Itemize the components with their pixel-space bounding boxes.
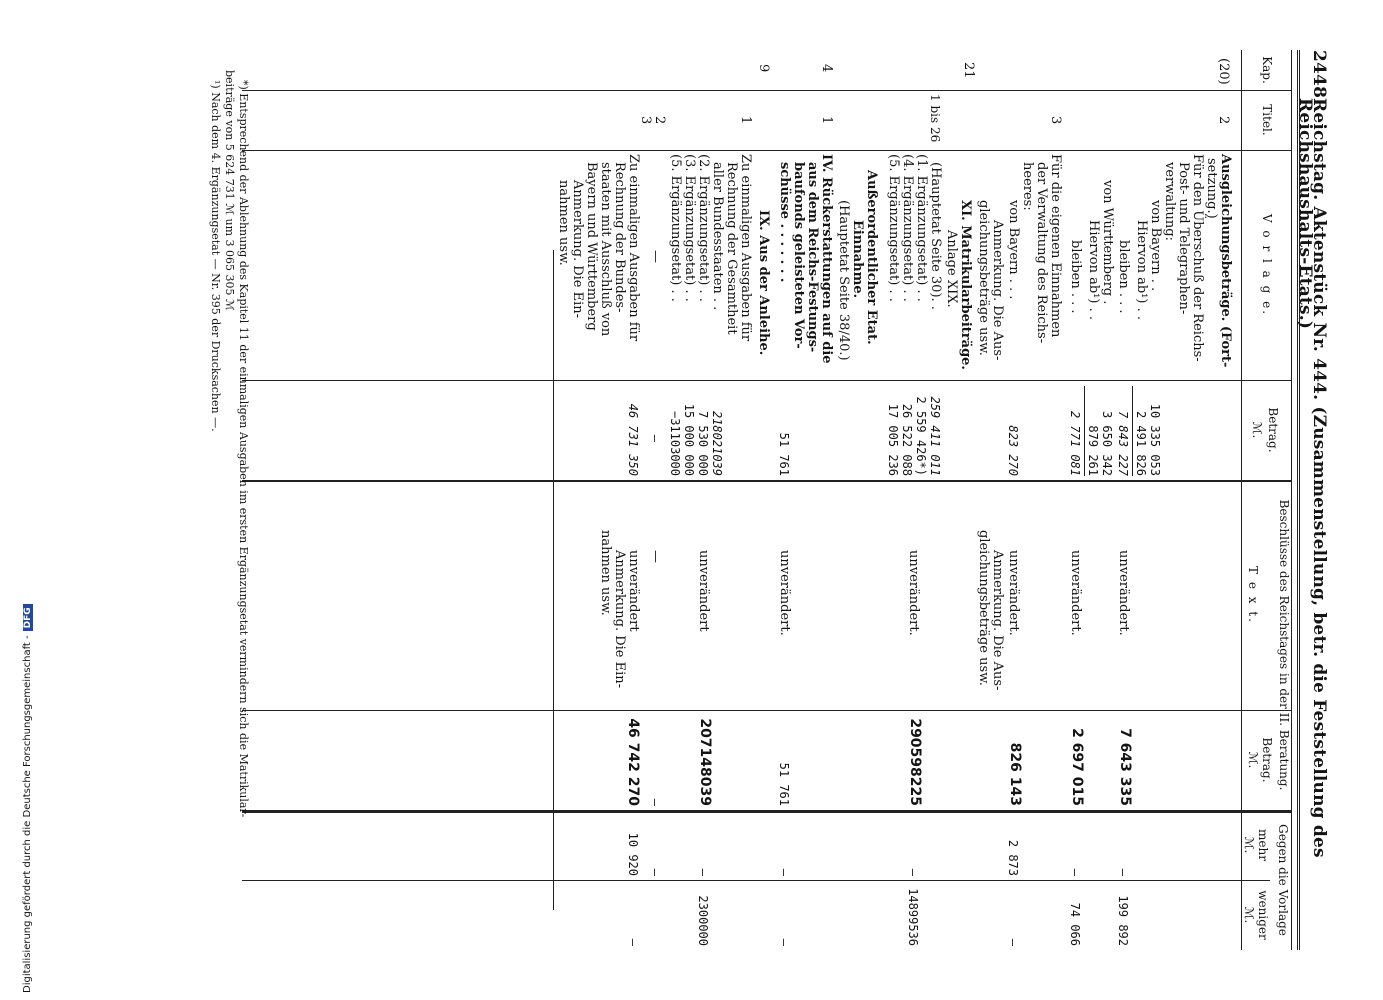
- digitization-credit: [22, 573, 38, 993]
- table-bottom-rule: [553, 250, 554, 910]
- ueberschuss-1: Für den Überschuß der Reichs-: [1190, 154, 1205, 362]
- einm2-5: Anmerkung. Die Ein-: [570, 180, 585, 319]
- erg5b-label: (5. Ergänzungsetat) . .: [668, 154, 683, 302]
- page-header: [1297, 50, 1330, 950]
- hiervon-1-label: Hiervon ab¹) . .: [1134, 220, 1149, 320]
- r-dash-mid-mehr: —: [648, 868, 662, 876]
- erg1-label: (1. Ergänzungsetat) . .: [914, 154, 929, 302]
- col-head-mehr: mehr: [1256, 829, 1270, 861]
- col-rule-text: [242, 710, 1292, 711]
- col-head-beschluesse: Beschlüsse des Reichstages in der II. Beratung.: [1277, 499, 1291, 791]
- r4-mehr: —: [906, 868, 920, 876]
- erg2-value: 7 530 000: [696, 410, 710, 476]
- r4-weniger: 14899536: [906, 888, 920, 946]
- r7-text-1: unverändert: [626, 550, 641, 632]
- r-dash-mid-text: —: [648, 550, 663, 563]
- col-head-titel: Titel.: [1260, 104, 1274, 136]
- bayern-label: von Bayern . .: [1148, 200, 1163, 292]
- kap-4: 4: [819, 64, 834, 73]
- col-head-betrag2: Betrag.: [1260, 737, 1274, 783]
- r2-text: unverändert.: [1068, 550, 1083, 636]
- col-rule-vorlage: [242, 380, 1292, 381]
- eigen-1: Für die eigenen Einnahmen: [1048, 154, 1063, 338]
- einm2-6: nahmen usw.: [556, 180, 571, 266]
- r5-betrag: 51 761: [777, 762, 791, 806]
- r1-betrag: 7 643 335: [1117, 728, 1133, 806]
- col-rule-kap: [242, 90, 1292, 91]
- table-top-rule: [1291, 50, 1292, 950]
- r4-text: unverändert.: [906, 550, 921, 636]
- r6-betrag: 207148039: [697, 718, 713, 806]
- r1-weniger: 199 892: [1116, 895, 1130, 946]
- eigen-2: der Verwaltung des Reichs-: [1034, 162, 1049, 344]
- rueck-2: aus dem Reichs-Festungs-: [805, 162, 820, 353]
- r3-anm-2: gleichungsbeträge usw.: [976, 530, 991, 686]
- col-rule-titel: [242, 150, 1292, 151]
- r3-anm-1: Anmerkung. Die Aus-: [990, 550, 1005, 691]
- col-rule-mehr: [242, 880, 1270, 881]
- rotated-document-page: [180, 50, 1330, 950]
- eigen-bayern-value: 823 270: [1006, 425, 1020, 476]
- kap-21: 21: [961, 62, 976, 79]
- page-number: 2448: [1309, 50, 1329, 99]
- einm-1: Zu einmaligen Ausgaben für: [738, 154, 753, 342]
- dash-a: —: [648, 250, 663, 263]
- ueberschuss-3: verwaltung:: [1162, 162, 1177, 241]
- r5-mehr: —: [777, 868, 791, 876]
- page-title: Reichstag. Aktenstück Nr. 444. (Zusammenstellung, betr. die Feststellung des Reichshaushalts-Etats.): [1295, 98, 1329, 858]
- bayern-value: 10 335 053: [1148, 403, 1162, 476]
- matr-heading: XI. Matrikularbeiträge.: [958, 200, 973, 370]
- rueck-4: schüsse . . . . . . .: [777, 162, 792, 283]
- hiervon-2-value: 879 261: [1086, 425, 1100, 476]
- haupt-30-value: 259 411 011: [928, 396, 942, 476]
- einm2-1: Zu einmaligen Ausgaben für: [626, 154, 641, 342]
- r3-betrag: 826 143: [1007, 742, 1023, 806]
- einm2-4: Bayern und Württemberg: [584, 162, 599, 331]
- col-head-betrag-unit: ℳ.: [1250, 421, 1264, 439]
- col-head-text: T e x t.: [1246, 566, 1260, 624]
- footnote-1b: beiträge von 5 624 731 ℳ um 3 065 305 ℳ: [223, 70, 236, 311]
- eigen-3: heeres:: [1020, 162, 1035, 211]
- col-head-weniger-unit: ℳ.: [1242, 906, 1256, 924]
- erg1-value: 2 559 426*): [914, 396, 928, 476]
- sum-rule-1: [1132, 386, 1133, 476]
- r2-betrag: 2 697 015: [1069, 728, 1085, 806]
- col-head-mehr-unit: ℳ.: [1242, 836, 1256, 854]
- einm2-3: staaten mit Ausschluß von: [598, 162, 613, 337]
- col-head-betrag2-unit: ℳ.: [1246, 751, 1260, 769]
- hiervon-1-value: 2 491 826: [1134, 410, 1148, 476]
- einm2-2: Rechnung der Bundes-: [612, 162, 627, 313]
- einm-value: 218021039: [710, 410, 724, 476]
- matr-anlage: Anlage XIX.: [944, 230, 959, 308]
- anm-1: Anmerkung. Die Aus-: [990, 220, 1005, 361]
- titel-3b: 3: [638, 116, 653, 125]
- r7-betrag: 46 742 270: [625, 718, 641, 806]
- bleiben-2-value: 2 771 081: [1068, 410, 1082, 476]
- credit-text: Digitalisierung gefördert durch die Deutsche Forschungsgemeinschaft -: [22, 635, 33, 993]
- ausgleich-heading-2: setzung.): [1204, 158, 1219, 219]
- eigen-bayern-label: von Bayern . . .: [1006, 200, 1021, 300]
- ao-einnahme: Einnahme.: [850, 220, 865, 299]
- col-rule-betrag: [242, 480, 1292, 482]
- r5-text: unverändert.: [777, 550, 792, 636]
- anm-2: gleichungsbeträge usw.: [976, 200, 991, 356]
- footnote-1: *) Entsprechend der Ablehnung des Kapitel 11 der einmaligen Ausgaben im ersten Ergänzungsetat vermindern sich die Matrikular-: [237, 80, 250, 818]
- r3-text: unverändert.: [1006, 550, 1021, 636]
- einm-2: Rechnung der Gesamtheit: [724, 162, 739, 335]
- col-head-betrag: Betrag.: [1266, 407, 1280, 453]
- rueck-3: baufonds geleisteten Vor-: [791, 162, 806, 349]
- r7-weniger: —: [626, 938, 640, 946]
- erg3-value: 15 000 000: [682, 403, 696, 476]
- r7-text-3: nahmen usw.: [598, 530, 613, 616]
- r1-text: unverändert.: [1116, 550, 1131, 636]
- col-head-weniger: weniger: [1256, 890, 1270, 940]
- titel-1-bis-26: 1 bis 26: [928, 94, 942, 143]
- r3-mehr: 2 873: [1006, 839, 1020, 876]
- r7-mehr: 10 920: [626, 832, 640, 876]
- wuerttemberg-label: von Württemberg .: [1100, 180, 1115, 305]
- r1-mehr: —: [1116, 868, 1130, 876]
- hiervon-2-label: Hiervon ab¹) . .: [1086, 220, 1101, 320]
- einm-3: aller Bundesstaaten . .: [710, 162, 725, 311]
- rueck-1: IV. Rückerstattungen auf die: [819, 154, 834, 364]
- titel-3: 3: [1048, 116, 1063, 125]
- titel-2b: 2: [652, 116, 667, 125]
- kap-9: 9: [756, 64, 771, 73]
- erg3-label: (3. Ergänzungsetat) . .: [682, 154, 697, 302]
- bleiben-1-value: 7 843 227: [1116, 410, 1130, 476]
- anleihe-heading: IX. Aus der Anleihe.: [756, 210, 771, 356]
- bleiben-1-label: bleiben . . .: [1116, 240, 1131, 314]
- rueck-value: 51 761: [777, 432, 791, 476]
- wuerttemberg-value: 3 650 342: [1100, 410, 1114, 476]
- erg4-value: 26 522 088: [900, 403, 914, 476]
- titel-2: 2: [1216, 116, 1231, 125]
- r7-text-2: Anmerkung. Die Ein-: [612, 550, 627, 689]
- r6-mehr: —: [696, 868, 710, 876]
- col-head-gegen: Gegen die Vorlage: [1276, 824, 1290, 936]
- col-head-vorlage: V o r l a g e.: [1260, 213, 1274, 317]
- r4-betrag: 290598225: [907, 718, 923, 806]
- r3-weniger: —: [1006, 938, 1020, 946]
- erg2-label: (2. Ergänzungsetat) . .: [696, 154, 711, 302]
- titel-1: 1: [819, 116, 834, 125]
- haupt-30-label: (Hauptetat Seite 30). .: [928, 162, 943, 310]
- col-head-kap: Kap.: [1260, 56, 1274, 84]
- r5-weniger: —: [777, 938, 791, 946]
- ao-heading: Außerordentlicher Etat.: [864, 170, 879, 345]
- dash-b: —: [648, 434, 662, 442]
- sum-rule-2: [1084, 386, 1085, 476]
- erg4-label: (4. Ergänzungsetat) . .: [900, 154, 915, 302]
- r2-weniger: 74 066: [1068, 902, 1082, 946]
- r2-mehr: —: [1068, 868, 1082, 876]
- ueberschuss-2: Post- und Telegraphen-: [1176, 162, 1191, 315]
- bleiben-2-label: bleiben . . .: [1068, 240, 1083, 314]
- erg5-value: 17 005 236: [886, 403, 900, 476]
- col-rule-betrag2: [242, 810, 1292, 813]
- titel-1b: 1: [738, 116, 753, 125]
- kap-20: (20): [1216, 58, 1231, 85]
- r-dash-mid-betrag: —: [648, 798, 662, 806]
- r6-weniger: 2300000: [696, 895, 710, 946]
- einm2-value: 46 731 350: [626, 403, 640, 476]
- ao-hauptetat: (Hauptetat Seite 38/40.): [836, 200, 851, 361]
- dfg-logo: DFG: [23, 604, 33, 631]
- erg5b-value: −31103000: [668, 410, 682, 476]
- ausgleich-heading: Ausgleichungsbeträge. (Fort-: [1218, 154, 1233, 368]
- erg5-label: (5. Ergänzungsetat) . .: [886, 154, 901, 302]
- footnote-2: ¹) Nach dem 4. Ergänzungsetat — Nr. 395 der Drucksachen —.: [209, 80, 222, 432]
- r6-text: unverändert: [696, 550, 711, 632]
